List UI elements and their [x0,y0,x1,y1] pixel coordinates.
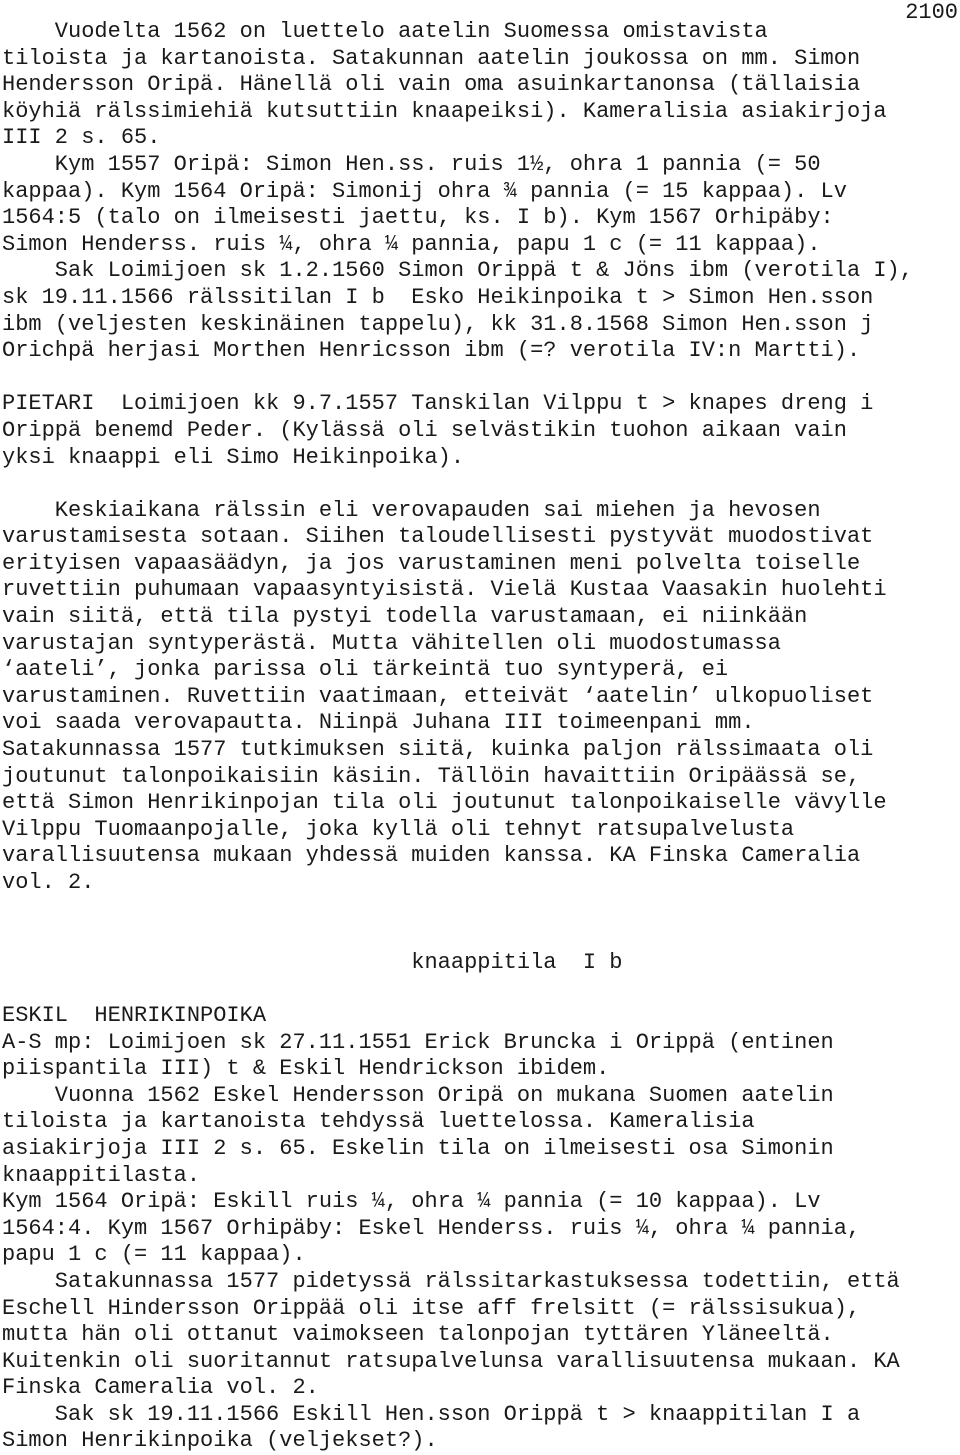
text-line: vain siitä, että tila pystyi todella varustamaan, ei niinkään [2,604,808,630]
text-line: mutta hän oli ottanut vaimokseen talonpojan tyttären Yläneeltä. [2,1322,834,1348]
text-line: tiloista ja kartanoista tehdyssä luettelossa. Kameralisia [2,1109,755,1135]
blank-line [2,976,958,1003]
text-line: tiloista ja kartanoista. Satakunnan aatelin joukossa on mm. Simon [2,45,861,71]
text-line: 1564:4. Kym 1567 Orhipäby: Eskel Henderss. ruis ¼, ohra ¼ pannia, [2,1215,861,1241]
text-line: yksi knaappi eli Simo Heikinpoika). [2,444,465,470]
blank-line [2,897,958,924]
text-line: Orippä benemd Peder. (Kylässä oli selvästikin tuohon aikaan vain [2,417,847,443]
text-line: knaappitila I b [2,949,623,975]
text-line: asiakirjoja III 2 s. 65. Eskelin tila on ilmeisesti osa Simonin [2,1135,834,1161]
text-line: Vuonna 1562 Eskel Hendersson Oripä on mukana Suomen aatelin [2,1082,834,1108]
text-line: Keskiaikana rälssin eli verovapauden sai miehen ja hevosen [2,497,821,523]
blank-line [2,471,958,498]
text-line: ruvettiin puhumaan vapaasyntyisistä. Vielä Kustaa Vaasakin huolehti [2,577,887,603]
text-line: vol. 2. [2,870,95,895]
text-line: Vilppu Tuomaanpojalle, joka kyllä oli tehnyt ratsupalvelusta [2,816,795,842]
text-line: varustamisesta sotaan. Siihen taloudellisesti pystyvät muodostivat [2,524,874,550]
text-line: A-S mp: Loimijoen sk 27.11.1551 Erick Bruncka i Orippä (entinen [2,1029,834,1055]
text-line: köyhiä rälssimiehiä kutsuttiin knaapeiksi). Kameralisia asiakirjoja [2,98,887,124]
text-line: Satakunnassa 1577 tutkimuksen siitä, kuinka paljon rälssimaata oli [2,737,874,763]
text-line: voi saada verovapautta. Niinpä Juhana III toimeenpani mm. [2,710,755,736]
text-line: joutunut talonpoikaisiin käsiin. Tällöin havaittiin Oripäässä se, [2,763,861,789]
text-line: ‘aateli’, jonka parissa oli tärkeintä tuo syntyperä, ei [2,657,729,683]
text-line: erityisen vapaasäädyn, ja jos varustaminen meni polvelta toiselle [2,550,861,576]
blank-line [2,923,958,950]
text-line: kappaa). Kym 1564 Oripä: Simonij ohra ¾ pannia (= 15 kappaa). Lv [2,178,847,204]
text-line: että Simon Henrikinpojan tila oli joutunut talonpoikaiselle vävylle [2,790,887,816]
text-line: knaappitilasta. [2,1162,201,1188]
page-number: 2100 [905,0,958,25]
text-line: Kym 1557 Oripä: Simon Hen.ss. ruis 1½, ohra 1 pannia (= 50 [2,151,821,177]
text-line: piispantila III) t & Eskil Hendrickson ibidem. [2,1056,610,1082]
text-line: Satakunnassa 1577 pidetyssä rälssitarkastuksessa todettiin, että [2,1268,900,1294]
document-body [2,19,958,1455]
text-line: Simon Henderss. ruis ¼, ohra ¼ pannia, papu 1 c (= 11 kappaa). [2,231,821,257]
text-line: Kym 1564 Oripä: Eskill ruis ¼, ohra ¼ pannia (= 10 kappaa). Lv [2,1189,821,1215]
text-line: 1564:5 (talo on ilmeisesti jaettu, ks. I b). Kym 1567 Orhipäby: [2,205,834,231]
text-line: varustaminen. Ruvettiin vaatimaan, etteivät ‘aatelin’ ulkopuoliset [2,683,874,709]
text-line: sk 19.11.1566 rälssitilan I b Esko Heikinpoika t > Simon Hen.sson [2,284,874,310]
text-line: Hendersson Oripä. Hänellä oli vain oma asuinkartanonsa (tällaisia [2,72,861,98]
text-line: varustajan syntyperästä. Mutta vähitellen oli muodostumassa [2,630,781,656]
text-line: Eschell Hindersson Orippää oli itse aff frelsitt (= rälssisukua), [2,1295,861,1321]
text-line: Simon Henrikinpoika (veljekset?). [2,1428,438,1454]
blank-line [2,365,958,392]
text-line: Orichpä herjasi Morthen Henricsson ibm (=? verotila IV:n Martti). [2,338,861,364]
text-line: Vuodelta 1562 on luettelo aatelin Suomessa omistavista [2,19,768,44]
text-line: Sak sk 19.11.1566 Eskill Hen.sson Orippä t > knaappitilan I a [2,1401,861,1427]
text-line: varallisuutensa mukaan yhdessä muiden kanssa. KA Finska Cameralia [2,843,861,869]
text-line: papu 1 c (= 11 kappaa). [2,1242,306,1268]
text-line: Finska Cameralia vol. 2. [2,1375,319,1401]
text-line: PIETARI Loimijoen kk 9.7.1557 Tanskilan Vilppu t > knapes dreng i [2,391,874,417]
text-line: Kuitenkin oli suoritannut ratsupalvelunsa varallisuutensa mukaan. KA [2,1348,900,1374]
text-line: ibm (veljesten keskinäinen tappelu), kk 31.8.1568 Simon Hen.sson j [2,311,874,337]
text-line: Sak Loimijoen sk 1.2.1560 Simon Orippä t & Jöns ibm (verotila I), [2,258,913,284]
text-line: III 2 s. 65. [2,125,161,151]
text-line: ESKIL HENRIKINPOIKA [2,1002,267,1028]
